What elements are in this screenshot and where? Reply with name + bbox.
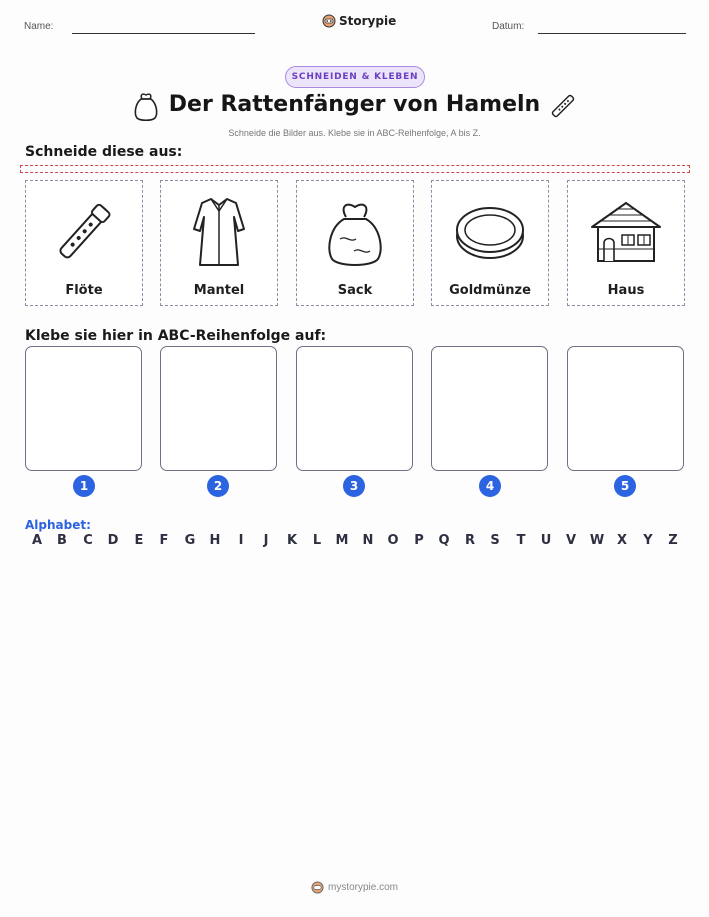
slot-number: 4 bbox=[479, 475, 501, 497]
cut-card-label: Flöte bbox=[65, 283, 103, 298]
cut-card[interactable] bbox=[567, 180, 685, 306]
footer bbox=[0, 881, 709, 894]
cut-card-label: Sack bbox=[337, 283, 373, 298]
alphabet-letter: M bbox=[335, 533, 349, 548]
page-title: Der Rattenfänger von Hameln bbox=[168, 92, 541, 117]
alphabet-letter: Q bbox=[438, 533, 450, 548]
cut-card-label: Goldmünze bbox=[449, 283, 531, 298]
alphabet-letter: T bbox=[516, 533, 526, 548]
storypie-mascot-icon bbox=[322, 14, 336, 28]
alphabet-letter: Y bbox=[643, 533, 653, 548]
paste-box[interactable] bbox=[296, 346, 413, 471]
alphabet-letter: L bbox=[312, 533, 322, 548]
flute-icon bbox=[548, 90, 578, 122]
cut-card-label: Mantel bbox=[193, 283, 245, 298]
alphabet-heading: Alphabet: bbox=[25, 518, 91, 532]
footer-site: mystorypie.com bbox=[327, 882, 398, 893]
brand-name: Storypie bbox=[339, 14, 397, 28]
paste-box[interactable] bbox=[567, 346, 684, 471]
slot-number: 2 bbox=[207, 475, 229, 497]
paste-box[interactable] bbox=[25, 346, 142, 471]
alphabet-letter: J bbox=[263, 533, 269, 548]
alphabet-letter: W bbox=[589, 533, 605, 548]
alphabet-letter: U bbox=[540, 533, 552, 548]
alphabet-letter: G bbox=[184, 533, 196, 548]
paste-box[interactable] bbox=[160, 346, 277, 471]
alphabet-letter: C bbox=[83, 533, 93, 548]
alphabet-letter: F bbox=[159, 533, 169, 548]
slot-number: 3 bbox=[343, 475, 365, 497]
cut-section-heading: Schneide diese aus: bbox=[25, 144, 183, 160]
alphabet-letter: V bbox=[565, 533, 577, 548]
alphabet-letter: R bbox=[464, 533, 475, 548]
coat-icon bbox=[184, 193, 254, 271]
alphabet-letter: A bbox=[31, 533, 43, 548]
slot-number: 5 bbox=[614, 475, 636, 497]
house-icon bbox=[586, 197, 666, 267]
alphabet-letter: B bbox=[57, 533, 67, 548]
alphabet-letter: N bbox=[362, 533, 374, 548]
alphabet-letter: E bbox=[134, 533, 144, 548]
alphabet-letter: H bbox=[209, 533, 221, 548]
slot-number: 1 bbox=[73, 475, 95, 497]
alphabet-letter: P bbox=[414, 533, 424, 548]
alphabet-letter: K bbox=[286, 533, 298, 548]
cut-card[interactable] bbox=[431, 180, 549, 306]
date-label: Datum: bbox=[492, 21, 525, 32]
alphabet-letter: S bbox=[490, 533, 500, 548]
instructions: Schneide die Bilder aus. Klebe sie in ABC-Reihenfolge, A bis Z. bbox=[228, 128, 481, 138]
alphabet-letter: X bbox=[616, 533, 628, 548]
paste-section-heading: Klebe sie hier in ABC-Reihenfolge auf: bbox=[25, 328, 327, 344]
alphabet-letter: D bbox=[107, 533, 119, 548]
cut-card[interactable] bbox=[25, 180, 143, 306]
alphabet-letter: I bbox=[238, 533, 244, 548]
cut-card[interactable] bbox=[160, 180, 278, 306]
cut-card-label: Haus bbox=[607, 283, 645, 298]
alphabet-letter: O bbox=[387, 533, 399, 548]
flute-icon bbox=[49, 197, 119, 267]
cut-line bbox=[20, 165, 690, 173]
storypie-mascot-icon bbox=[311, 881, 324, 894]
cut-card[interactable] bbox=[296, 180, 414, 306]
name-label: Name: bbox=[24, 21, 54, 32]
sack-icon bbox=[320, 195, 390, 269]
brand-logo bbox=[322, 14, 396, 28]
paste-box[interactable] bbox=[431, 346, 548, 471]
gold-coin-icon bbox=[453, 202, 527, 262]
alphabet-letter: Z bbox=[668, 533, 678, 548]
date-line[interactable] bbox=[538, 33, 686, 34]
activity-badge: SCHNEIDEN & KLEBEN bbox=[285, 66, 425, 88]
name-line[interactable] bbox=[72, 33, 255, 34]
